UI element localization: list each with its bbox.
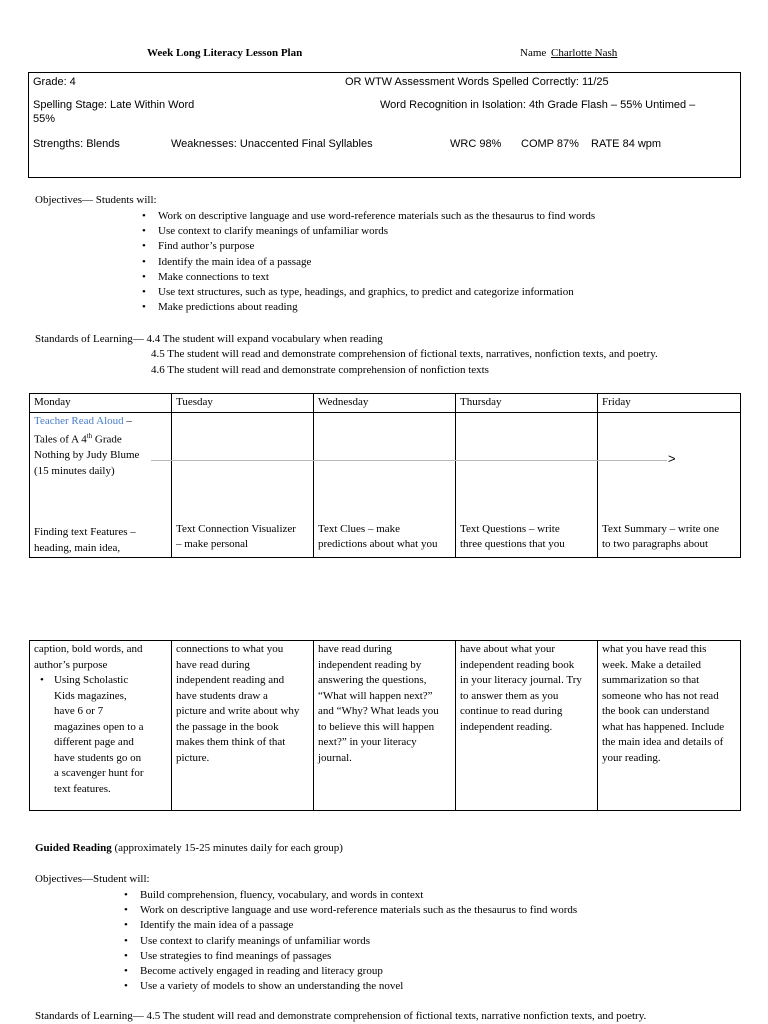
cell-line: the passage in the book: [176, 720, 279, 733]
cell-line: have read during: [176, 658, 250, 671]
list-item: • Work on descriptive language and use word-reference materials such as the thesaurus to find words: [124, 903, 577, 918]
guided-reading-duration: (approximately 15-25 minutes daily for each group): [111, 842, 343, 854]
list-item: • Find author’s purpose: [142, 239, 595, 254]
list-item: • Use text structures, such as type, headings, and graphics, to predict and categorize information: [142, 285, 595, 300]
cell-line: what has happened. Include: [602, 720, 725, 733]
activity-text: three questions that you: [460, 538, 565, 550]
read-aloud-dash: –: [123, 414, 132, 427]
day-header-monday: Monday: [30, 394, 172, 413]
activity-title: Text Connection Visualizer: [176, 522, 296, 535]
table-row: [30, 412, 741, 558]
cell-line: to believe this will happen: [318, 720, 435, 733]
guided-objectives-heading: Objectives—Student will:: [35, 873, 150, 885]
cell-line: have students go on: [54, 751, 142, 764]
monday-cell: [30, 412, 172, 558]
book-title-part: Grade: [92, 433, 122, 446]
friday-cell-continued: [598, 641, 741, 811]
activity-text: – make personal: [176, 538, 249, 550]
activity-text: to two paragraphs about: [602, 538, 708, 550]
day-header-thursday: Thursday: [456, 394, 598, 413]
activity-title: Text Questions – write: [460, 522, 560, 535]
cell-line: have students draw a: [176, 689, 268, 702]
objectives-list: [142, 209, 595, 315]
assessment-text: OR WTW Assessment Words Spelled Correctly: 11/25: [345, 76, 609, 88]
cell-line: author’s purpose: [34, 658, 108, 671]
guided-standards: Standards of Learning— 4.5 The student will read and demonstrate comprehension of fictional texts, narrative nonfiction texts, and poetry.: [35, 1010, 647, 1022]
cell-line: have 6 or 7: [54, 705, 104, 717]
cell-line: picture.: [176, 751, 210, 764]
word-recognition-cont: 55%: [33, 113, 56, 125]
grade-text: Grade: 4: [33, 76, 76, 88]
standards-line-2: 4.5 The student will read and demonstrate comprehension of fictional texts, narratives, nonfiction texts, and poetry.: [151, 348, 658, 360]
read-aloud-time: (15 minutes daily): [34, 464, 115, 477]
rate-text: RATE 84 wpm: [591, 138, 662, 150]
read-aloud-continuation-line: [151, 460, 667, 461]
objectives-heading: Objectives— Students will:: [35, 194, 157, 206]
cell-line: your reading.: [602, 751, 661, 764]
cell-line: caption, bold words, and: [34, 643, 143, 655]
list-item: • Identify the main idea of a passage: [124, 918, 577, 933]
cell-line: the main idea and details of: [602, 736, 724, 748]
thursday-cell-continued: [456, 641, 598, 811]
cell-line: the book can understand: [602, 705, 710, 717]
guided-objectives-list: [124, 888, 577, 994]
wednesday-cell: [314, 412, 456, 558]
cell-line: text features.: [54, 782, 111, 795]
cell-line: in your literacy journal. Try: [460, 674, 582, 686]
monday-cell-continued: [30, 641, 172, 811]
cell-line: have about what your: [460, 643, 555, 655]
cell-line: and “Why? What leads you: [318, 705, 439, 717]
word-recognition-text: Word Recognition in Isolation: 4th Grade Flash – 55% Untimed –: [380, 99, 696, 111]
activity-title: Text Summary – write one: [602, 522, 720, 535]
table-header-row: [30, 394, 741, 413]
list-item: • Use context to clarify meanings of unfamiliar words: [142, 224, 595, 239]
cell-line: magazines open to a: [54, 720, 144, 733]
guided-reading-heading: [35, 841, 343, 856]
strengths-text: Strengths: Blends: [33, 138, 120, 150]
friday-cell: [598, 412, 741, 558]
day-header-wednesday: Wednesday: [314, 394, 456, 413]
cell-line: to answer them as you: [460, 689, 559, 702]
cell-line: a scavenger hunt for: [54, 767, 144, 779]
table-row: [30, 641, 741, 811]
cell-line: continue to read during: [460, 705, 563, 717]
activity-title: Finding text Features –: [34, 526, 136, 539]
cell-line: Kids magazines,: [54, 689, 127, 702]
monday-activity-list: [34, 673, 167, 797]
cell-line: someone who has not read: [602, 689, 719, 702]
cell-line: makes them think of that: [176, 736, 286, 748]
activity-text: heading, main idea,: [34, 541, 121, 554]
cell-line: different page and: [54, 736, 134, 748]
cell-line: picture and write about why: [176, 705, 300, 717]
list-item: • Become actively engaged in reading and literacy group: [124, 964, 577, 979]
list-item: • Use strategies to find meanings of passages: [124, 949, 577, 964]
cell-line: answering the questions,: [318, 674, 427, 686]
name-value: Charlotte Nash: [551, 47, 618, 59]
cell-line: independent reading and: [176, 674, 285, 686]
continuation-arrow: >: [668, 451, 676, 466]
standards-lead: Standards of Learning— 4.4 The student will expand vocabulary when reading: [35, 333, 383, 345]
tuesday-cell-continued: [172, 641, 314, 811]
book-title-sup: th: [86, 432, 93, 440]
standards-line-3: 4.6 The student will read and demonstrate comprehension of nonfiction texts: [151, 364, 489, 376]
page-title: Week Long Literacy Lesson Plan: [147, 47, 303, 59]
cell-line: have read during: [318, 643, 392, 655]
list-item: • Build comprehension, fluency, vocabulary, and words in context: [124, 888, 577, 903]
tuesday-cell: [172, 412, 314, 558]
list-item: • Make connections to text: [142, 270, 595, 285]
cell-line: journal.: [318, 751, 352, 764]
student-info-box: [28, 72, 741, 178]
weekly-schedule-table-continued: [29, 640, 741, 811]
cell-line: independent reading by: [318, 658, 422, 671]
wrc-text: WRC 98%: [450, 138, 502, 150]
activity-title: Text Clues – make: [318, 522, 401, 535]
spelling-stage-text: Spelling Stage: Late Within Word: [33, 99, 195, 111]
list-item: [34, 673, 167, 797]
list-item: • Work on descriptive language and use word-reference materials such as the thesaurus to find words: [142, 209, 595, 224]
cell-line: independent reading.: [460, 720, 553, 733]
cell-line: • Using Scholastic: [54, 674, 129, 686]
wednesday-cell-continued: [314, 641, 456, 811]
activity-text: predictions about what you: [318, 538, 438, 550]
day-header-tuesday: Tuesday: [172, 394, 314, 413]
cell-line: summarization so that: [602, 674, 700, 686]
book-title-line: Nothing by Judy Blume: [34, 449, 140, 462]
cell-line: next?” in your literacy: [318, 736, 417, 748]
cell-line: “What will happen next?”: [318, 689, 433, 702]
weaknesses-text: Weaknesses: Unaccented Final Syllables: [171, 138, 373, 150]
cell-line: connections to what you: [176, 643, 284, 655]
cell-line: week. Make a detailed: [602, 658, 701, 671]
list-item: • Use context to clarify meanings of unfamiliar words: [124, 934, 577, 949]
book-title-part: Tales of A 4: [34, 433, 87, 446]
name-label: Name: [520, 47, 547, 59]
comp-text: COMP 87%: [521, 138, 579, 150]
teacher-read-aloud-link[interactable]: Teacher Read Aloud: [34, 414, 124, 427]
cell-line: what you have read this: [602, 643, 707, 655]
guided-reading-title: Guided Reading: [35, 842, 112, 854]
list-item: • Make predictions about reading: [142, 300, 595, 315]
list-item: • Identify the main idea of a passage: [142, 255, 595, 270]
weekly-schedule-table: [29, 393, 741, 558]
day-header-friday: Friday: [598, 394, 741, 413]
thursday-cell: [456, 412, 598, 558]
cell-line: independent reading book: [460, 658, 575, 671]
list-item: • Use a variety of models to show an understanding the novel: [124, 979, 577, 994]
